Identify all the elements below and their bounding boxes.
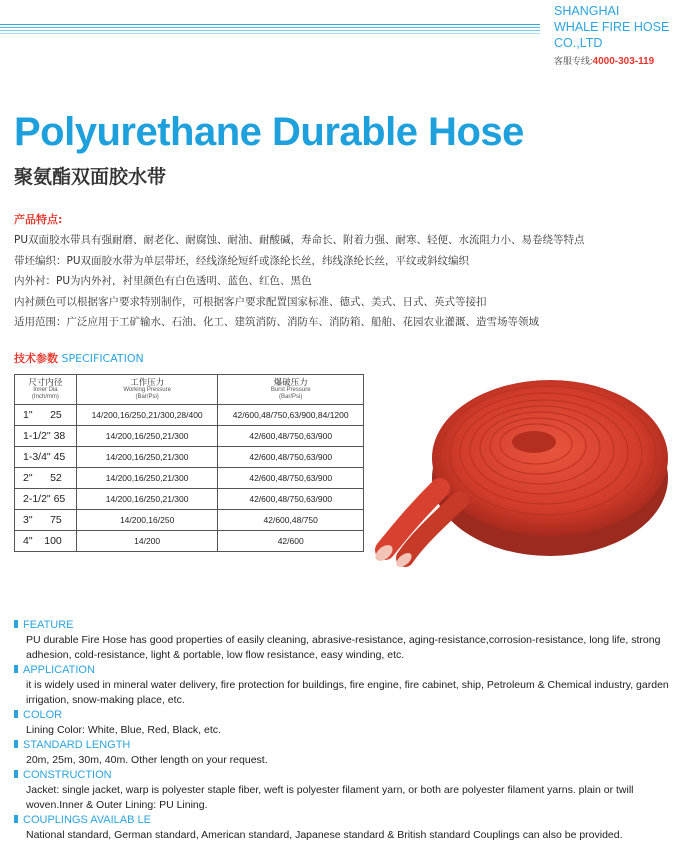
cell-working: 14/200,16/250,21/300 — [76, 489, 218, 510]
section-text: National standard, German standard, American standard, Japanese standard & British standard Couplings can also be provided. — [26, 829, 623, 841]
section-text: 20m, 25m, 30m, 40m. Other length on your request. — [26, 754, 268, 766]
table-row — [15, 468, 364, 489]
section-heading-text: COLOR — [23, 709, 63, 721]
cn-feature-line: 内衬颜色可以根据客户要求特别制作，可根据客户要求配置国家标准、德式、美式、日式、英式等接扣 — [14, 295, 487, 308]
page-title: Polyurethane Durable Hose — [14, 110, 524, 154]
cell-size: 3" 75 — [15, 510, 77, 531]
page-subtitle-cn: 聚氨酯双面胶水带 — [14, 166, 167, 188]
spec-heading-en: SPECIFICATION — [61, 352, 144, 365]
cell-burst: 42/600,48/750,63/900 — [218, 426, 364, 447]
cn-feature-line: 带坯编织：PU双面胶水带为单层带坯，经线涤纶短纤或涤纶长丝，纬线涤纶长丝，平纹或斜纹编织 — [14, 254, 470, 267]
header-stripes — [0, 24, 540, 36]
header-unit: (Bar/Psi) — [135, 394, 159, 400]
bullet-bar-icon — [14, 815, 18, 823]
header-cn: 爆破压力 — [273, 377, 308, 387]
header-en: Burst Pressure — [270, 387, 311, 393]
bullet-bar-icon — [14, 740, 18, 748]
cell-size: 4" 100 — [15, 531, 77, 552]
section-heading-text: COUPLINGS AVAILAB LE — [23, 814, 151, 826]
section-heading-text: CONSTRUCTION — [23, 769, 112, 781]
hotline — [554, 53, 669, 70]
cn-feature-list — [14, 230, 585, 333]
header-inner-dia — [15, 375, 77, 405]
cell-burst: 42/600,48/750 — [218, 510, 364, 531]
section-heading-couplings — [14, 813, 674, 828]
cell-working: 14/200,16/250,21/300 — [76, 468, 218, 489]
cn-feature-line: PU双面胶水带具有强耐磨、耐老化、耐腐蚀、耐油、耐酸碱，寿命长、附着力强、耐寒、轻便、水流阻力小、易卷绕等特点 — [14, 234, 585, 246]
section-text: PU durable Fire Hose has good properties of easily cleaning, abrasive-resistance, aging-resistance,corrosion-resistance, long life, strong adhesion, cold-resistance, light & portable, low flow resistance, easy winding, etc. — [26, 634, 661, 661]
english-details — [14, 618, 674, 843]
cell-working: 14/200,16/250 — [76, 510, 218, 531]
hose-coil-image — [370, 368, 675, 583]
table-row — [15, 531, 364, 552]
cell-working: 14/200,16/250,21/300,28/400 — [76, 405, 218, 426]
section-text: Lining Color: White, Blue, Red, Black, etc. — [26, 724, 221, 736]
hotline-number: 4000-303-119 — [592, 56, 655, 67]
cell-working: 14/200 — [76, 531, 218, 552]
spec-table-header — [15, 375, 364, 405]
header-burst-pressure — [218, 375, 364, 405]
section-heading-standard-length — [14, 738, 674, 753]
cn-feature-line: 适用范围：广泛应用于工矿输水、石油、化工、建筑消防、消防车、消防箱、船舶、花园农业灌溉、造雪场等领域 — [14, 316, 539, 328]
cell-burst: 42/600,48/750,63/900 — [218, 447, 364, 468]
header-unit: (Bar/Psi) — [279, 394, 303, 400]
header-en: Working Pressure — [123, 387, 171, 393]
section-heading-text: STANDARD LENGTH — [23, 739, 131, 751]
bullet-bar-icon — [14, 770, 18, 778]
company-block — [554, 3, 669, 70]
cell-size: 1-1/2" 38 — [15, 426, 77, 447]
hotline-label: 客服专线: — [554, 56, 593, 66]
cell-size: 2" 52 — [15, 468, 77, 489]
cell-burst: 42/600,48/750,63/900 — [218, 468, 364, 489]
table-row — [15, 447, 364, 468]
section-heading-construction — [14, 768, 674, 783]
bullet-bar-icon — [14, 710, 18, 718]
table-row — [15, 405, 364, 426]
section-heading-application — [14, 663, 674, 678]
header-unit: (Inch/mm) — [31, 394, 59, 400]
section-text: it is widely used in mineral water delivery, fire protection for buildings, fire engine, fire cabinet, ship, Petroleum & Chemical industry, garden irrigation, snow-making place, etc. — [26, 679, 669, 706]
header-cn: 工作压力 — [130, 377, 165, 387]
section-heading-feature — [14, 618, 674, 633]
section-heading-color — [14, 708, 674, 723]
cell-size: 1" 25 — [15, 405, 77, 426]
cell-size: 1-3/4" 45 — [15, 447, 77, 468]
company-line-3: CO.,LTD — [554, 36, 603, 50]
spec-heading-cn: 技术参数 — [14, 352, 58, 365]
cell-burst: 42/600,48/750,63/900,84/1200 — [218, 405, 364, 426]
company-line-2: WHALE FIRE HOSE — [554, 20, 670, 34]
table-row — [15, 489, 364, 510]
header-cn: 尺寸内径 — [28, 377, 63, 387]
bullet-bar-icon — [14, 620, 18, 628]
cell-working: 14/200,16/250,21/300 — [76, 447, 218, 468]
section-heading-text: FEATURE — [23, 619, 74, 631]
bullet-bar-icon — [14, 665, 18, 673]
spec-heading — [14, 350, 144, 366]
cell-burst: 42/600 — [218, 531, 364, 552]
cell-working: 14/200,16/250,21/300 — [76, 426, 218, 447]
cn-feature-line: 内外衬：PU为内外衬，衬里颜色有白色透明、蓝色、红色、黑色 — [14, 275, 312, 287]
table-row — [15, 426, 364, 447]
table-row — [15, 510, 364, 531]
company-line-1: SHANGHAI — [554, 4, 620, 18]
header-en: Inner Dia — [33, 387, 58, 393]
cell-burst: 42/600,48/750,63/900 — [218, 489, 364, 510]
spec-table — [14, 374, 364, 552]
header-working-pressure — [76, 375, 218, 405]
cell-size: 2-1/2" 65 — [15, 489, 77, 510]
section-text: Jacket: single jacket, warp is polyester staple fiber, weft is polyester filament yarn, or both are polyester filament yarns. plain or twill woven.Inner & Outer Lining: PU Lining. — [26, 784, 634, 811]
section-heading-text: APPLICATION — [23, 664, 95, 676]
features-heading: 产品特点: — [14, 213, 63, 226]
